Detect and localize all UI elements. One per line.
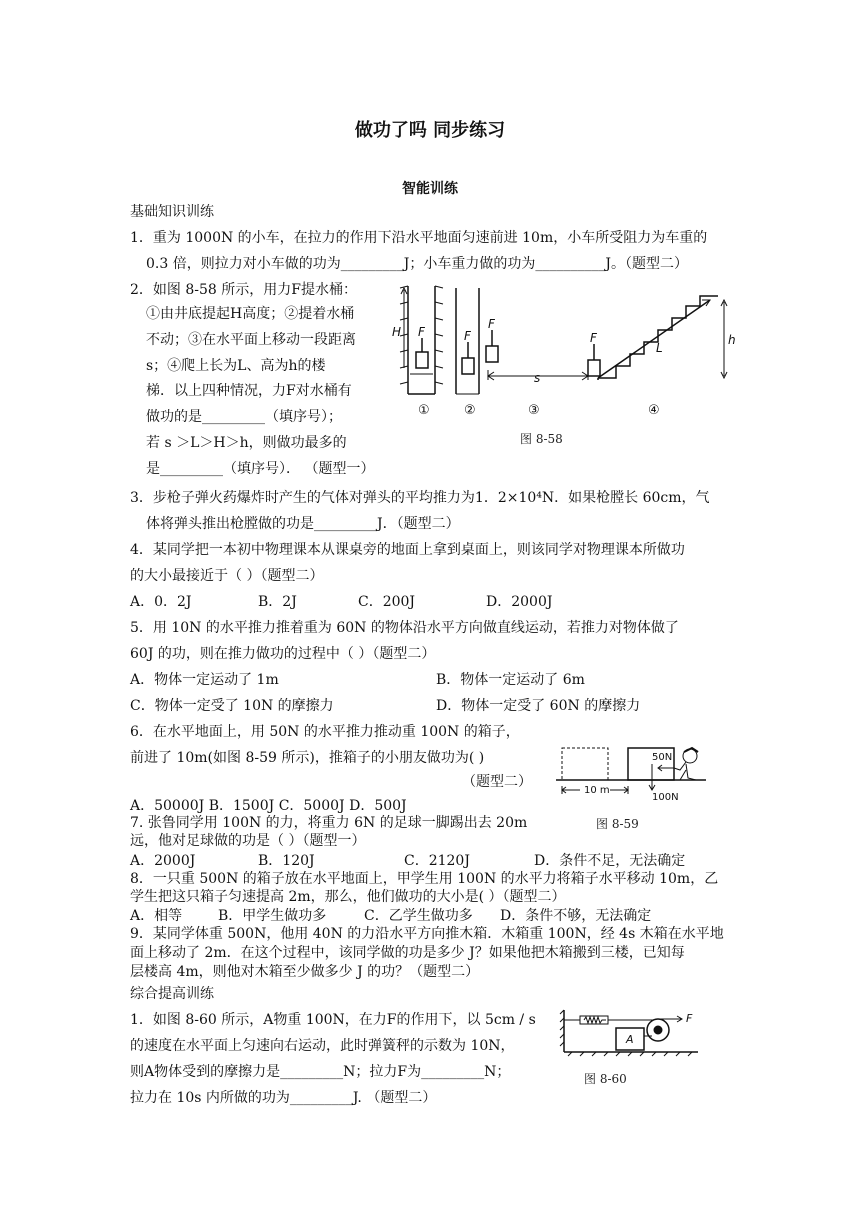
section-heading-advanced: 综合提高训练 [130,986,214,1002]
fig58-label-2: ② [464,403,476,418]
q4-option-c: C．200J [358,594,416,610]
fig59-caption: 图 8-59 [596,817,639,831]
fig58-s-label: s [534,371,541,385]
q3-line1: 3．步枪子弹火药爆炸时产生的气体对弹头的平均推力为1．2×10⁴N．如果枪膛长 60cm，气 [130,490,710,506]
q8-line1: 8．一只重 500N 的箱子放在水平地面上，甲学生用 100N 的水平力将箱子水平移动 10m，乙 [130,871,719,887]
fig59-weight-label: 100N [652,792,679,803]
q7-option-d: D．条件不足，无法确定 [534,853,686,869]
q4-line1: 4．某同学把一本初中物理课本从课桌旁的地面上拿到桌面上，则该同学对物理课本所做功 [130,542,685,558]
adv-q1-line3: 则A物体受到的摩擦力是_________N；拉力F为_________N； [130,1064,511,1080]
q5-line1: 5．用 10N 的水平推力推着重为 60N 的物体沿水平方向做直线运动，若推力对物体做了 [130,620,679,636]
q2-line1: 2．如图 8-58 所示，用力F提水桶： [130,282,357,298]
q9-line2: 面上移动了 2m．在这个过程中，该同学做的功是多少 J？如果他把木箱搬到三楼，已知每 [130,945,685,961]
q5-option-b: B．物体一定运动了 6m [436,672,585,688]
q5-option-c: C．物体一定受了 10N 的摩擦力 [130,698,334,714]
q7-option-a: A．2000J [130,853,196,869]
section-subtitle: 智能训练 [402,181,458,197]
q2-line2: ①由井底提起H高度；②提着水桶 [146,306,355,322]
fig58-label-1: ① [418,403,430,418]
q2-line5: 梯．以上四种情况，力F对水桶有 [146,383,352,399]
page-title: 做功了吗 同步练习 [354,120,506,141]
q7-option-b: B．120J [258,853,315,869]
q5-line2: 60J 的功，则在推力做功的过程中（ ）（题型二） [130,646,436,662]
fig59-force-label: 50N [652,752,673,763]
q6-line1: 6．在水平地面上，用 50N 的水平推力推动重 100N 的箱子， [130,724,520,740]
fig58-F-label-2: F [464,329,471,343]
fig59-distance-label: 10 m [584,785,610,796]
q4-option-a: A．0．2J [130,594,192,610]
q2-line7: 若 s ＞L＞H＞h，则做功最多的 [146,435,347,451]
figure-8-58 [392,284,736,424]
fig58-L-label: L [656,341,663,355]
q9-line1: 9．某同学体重 500N，他用 40N 的力沿水平方向推木箱．木箱重 100N，经 4s 木箱在水平地 [130,926,724,942]
q8-option-a: A．相等 [130,908,183,924]
q1-line2: 0.3 倍，则拉力对小车做的功为_________J；小车重力做的功为__________J。（题型二） [146,256,688,272]
q8-option-d: D．条件不够，无法确定 [500,908,652,924]
q8-option-b: B．甲学生做功多 [218,908,327,924]
fig58-h-label: h [728,333,736,347]
q2-line6: 做功的是_________（填序号）； [146,409,342,425]
q4-option-b: B．2J [258,594,297,610]
fig58-label-4: ④ [648,403,660,418]
fig58-caption: 图 8-58 [520,432,563,446]
fig60-F-label: F [686,1012,693,1025]
fig60-caption: 图 8-60 [584,1072,627,1086]
section-heading-basic: 基础知识训练 [130,204,214,220]
q7-line1: 7. 张鲁同学用 100N 的力，将重力 6N 的足球一脚踢出去 20m [130,815,528,831]
adv-q1-line4: 拉力在 10s 内所做的功为_________J. （题型二） [130,1090,437,1106]
q8-option-c: C．乙学生做功多 [364,908,473,924]
q4-line2: 的大小最接近于（ ）（题型二） [130,568,324,584]
q5-option-d: D．物体一定受了 60N 的摩擦力 [436,698,641,714]
fig58-label-3: ③ [528,403,540,418]
q7-option-c: C．2120J [404,853,470,869]
fig58-F-label-3: F [488,317,495,331]
q1-line1: 1．重为 1000N 的小车，在拉力的作用下沿水平地面匀速前进 10m，小车所受阻力为车重的 [130,230,708,246]
figure-8-59 [556,740,716,806]
figure-8-60 [558,1006,718,1058]
q4-option-d: D．2000J [486,594,553,610]
q7-line2: 远，他对足球做的功是（ ）（题型一） [130,833,366,849]
q2-line8: 是_________（填序号）． （题型一） [146,461,375,477]
q3-line2: 体将弹头推出枪膛做的功是_________J．（题型二） [146,516,460,532]
q8-line2: 学生把这只箱子匀速提高 2m，那么，他们做功的大小是( ）（题型二） [130,889,566,905]
adv-q1-line1: 1．如图 8-60 所示，A物重 100N，在力F的作用下，以 5cm / s [130,1012,536,1028]
q2-line3: 不动；③在水平面上移动一段距离 [146,332,356,348]
fig58-F-label-4: F [590,331,597,345]
fig58-H-label: H [392,325,402,339]
adv-q1-line2: 的速度在水平面上匀速向右运动，此时弹簧秤的示数为 10N， [130,1038,515,1054]
fig58-F-label-1: F [418,325,425,339]
q6-type: （题型二） [462,774,532,790]
q5-option-a: A．物体一定运动了 1m [130,672,279,688]
fig60-block-label: A [626,1033,634,1046]
q6-line2: 前进了 10m(如图 8-59 所示)，推箱子的小朋友做功为( ) [130,750,485,766]
q2-line4: s；④爬上长为L、高为h的楼 [146,358,326,374]
q6-options: A．50000J B．1500J C．5000J D．500J [130,798,407,814]
q9-line3: 层楼高 4m，则他对木箱至少做多少 J 的功？（题型二） [130,964,480,980]
